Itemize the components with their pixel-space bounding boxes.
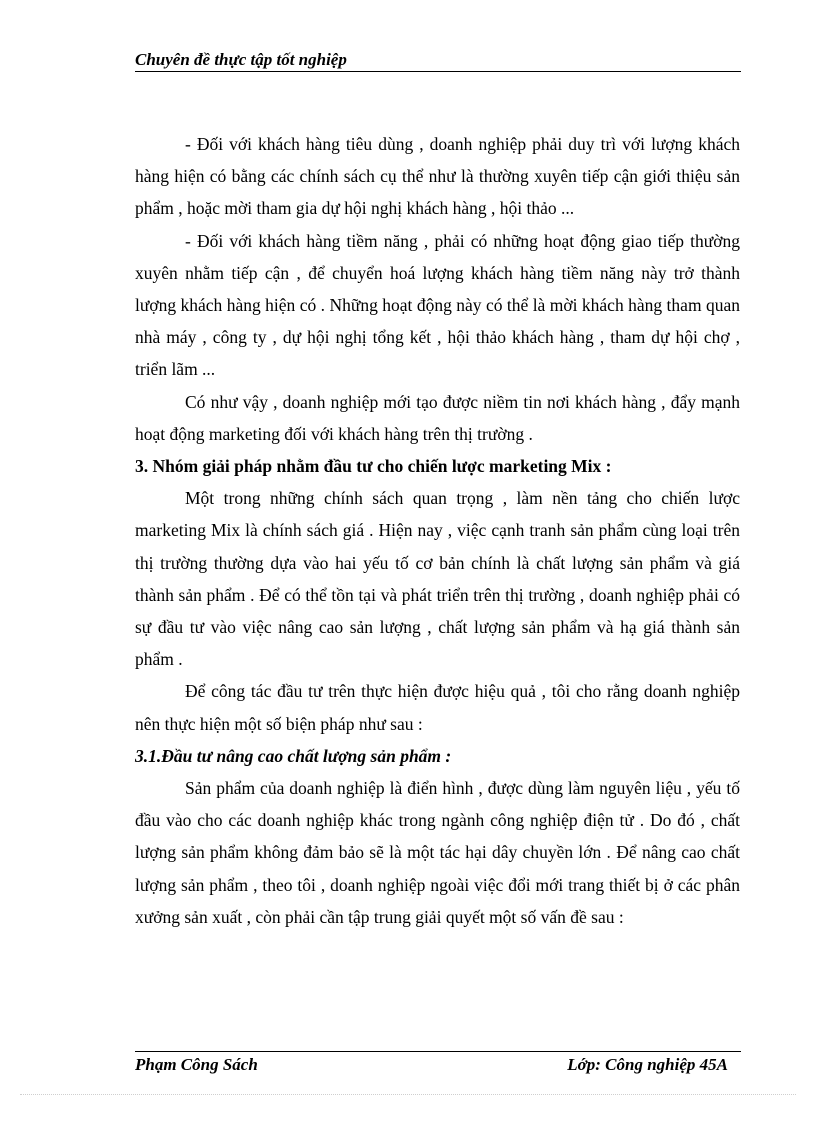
paragraph-product-quality: Sản phẩm của doanh nghiệp là điển hình , được dùng làm nguyên liệu , yếu tố đầu vào cho các doanh nghiệp khác trong ngành công nghiệp điện tử . Do đó , chất lượng sản phẩm không đảm bảo sẽ là một tác hại dây chuyền lớn . Để nâng cao chất lượng sản phẩm , theo tôi , doanh nghiệp ngoài việc đổi mới trang thiết bị ở các phân xưởng sản xuất , còn phải cần tập trung giải quyết một số vấn đề sau :: [135, 778, 740, 927]
header-rule: [135, 71, 741, 72]
page-break-line: [20, 1094, 796, 1095]
footer-rule: [135, 1051, 741, 1052]
paragraph-price-policy: Một trong những chính sách quan trọng , làm nền tảng cho chiến lược marketing Mix là chính sách giá . Hiện nay , việc cạnh tranh sản phẩm cùng loại trên thị trường thường dựa vào hai yếu tố cơ bản chính là chất lượng sản phẩm và giá thành sản phẩm . Để có thể tồn tại và phát triển trên thị trường , doanh nghiệp phải có sự đầu tư vào việc nâng cao sản lượng , chất lượng sản phẩm và hạ giá thành sản phẩm .: [135, 488, 740, 670]
footer-class: Lớp: Công nghiệp 45A: [567, 1055, 728, 1074]
paragraph-conclusion: Có như vậy , doanh nghiệp mới tạo được niềm tin nơi khách hàng , đẩy mạnh hoạt động marketing đối với khách hàng trên thị trường .: [135, 391, 740, 444]
paragraph-consumer-customers: - Đối với khách hàng tiêu dùng , doanh nghiệp phải duy trì với lượng khách hàng hiện có bằng các chính sách cụ thể như là thường xuyên tiếp cận giới thiệu sản phẩm , hoặc mời tham gia dự hội nghị khách hàng , hội thảo ...: [135, 134, 740, 219]
paragraph-measures-intro: Để công tác đầu tư trên thực hiện được hiệu quả , tôi cho rằng doanh nghiệp nên thực hiện một số biện pháp như sau :: [135, 681, 740, 734]
section-heading-3: 3. Nhóm giải pháp nhằm đầu tư cho chiến lược marketing Mix :: [135, 456, 612, 477]
page-header-title: Chuyên đề thực tập tốt nghiệp: [135, 50, 347, 69]
document-body: [135, 128, 740, 933]
footer-author: Phạm Công Sách: [135, 1055, 258, 1074]
subsection-heading-3-1: 3.1.Đầu tư nâng cao chất lượng sản phẩm :: [135, 745, 452, 766]
paragraph-potential-customers: - Đối với khách hàng tiềm năng , phải có những hoạt động giao tiếp thường xuyên nhằm tiếp cận , để chuyển hoá lượng khách hàng tiềm năng này trở thành lượng khách hàng hiện có . Những hoạt động này có thể là mời khách hàng tham quan nhà máy , công ty , dự hội nghị tổng kết , hội thảo khách hàng , tham dự hội chợ , triển lãm ...: [135, 230, 740, 380]
